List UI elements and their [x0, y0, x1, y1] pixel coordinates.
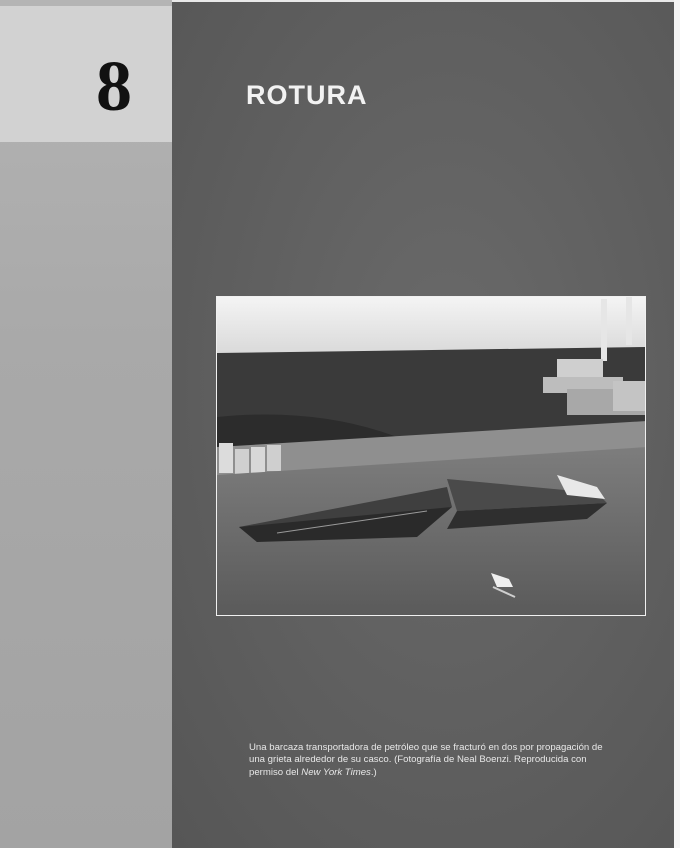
caption-text: Una barcaza transportadora de petróleo que se fracturó en dos por propagación de una grieta alrededor de su casco. (Fotografía de Neal Boenzi. Reproducida con permiso del [249, 742, 603, 778]
caption-text-end: .) [370, 766, 377, 778]
caption-newspaper-name: New York Times [301, 766, 371, 778]
oil-barge-photo [216, 296, 646, 616]
chapter-title: ROTURA [246, 80, 368, 110]
photo-caption [249, 742, 621, 779]
chapter-number-box [0, 6, 172, 142]
oil-barge-photo-illustration [217, 297, 646, 616]
sky [217, 297, 646, 355]
page-edge [674, 0, 680, 848]
chapter-number: 8 [96, 46, 132, 126]
